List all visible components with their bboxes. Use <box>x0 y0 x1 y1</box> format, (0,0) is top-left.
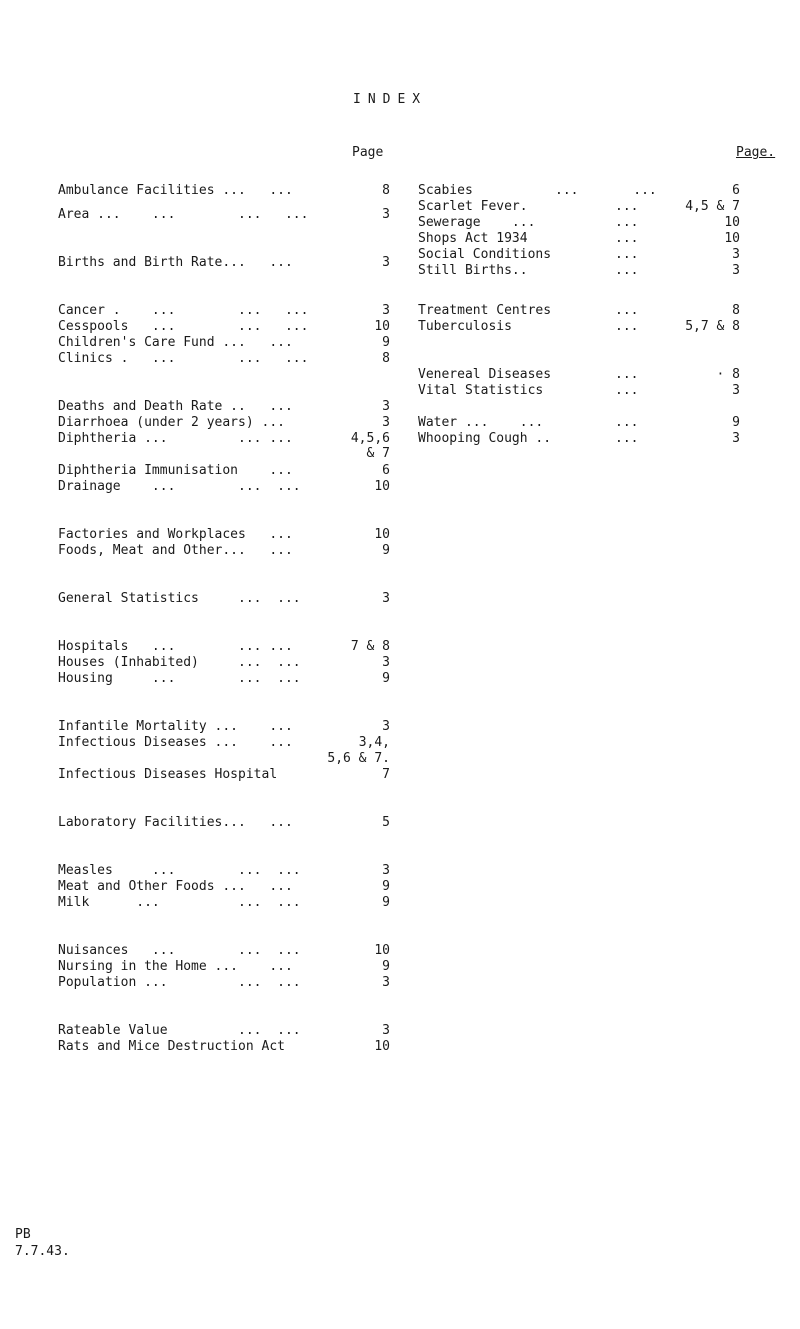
index-entry-page: 9 <box>732 415 740 430</box>
index-entry-label: Infectious Diseases Hospital <box>58 767 278 782</box>
right-page-header: Page. <box>736 145 776 160</box>
index-entry-label: Venereal Diseases <box>418 367 552 382</box>
index-entry-page: 7 <box>382 767 390 782</box>
index-entry-label: Meat and Other Foods ... ... <box>58 879 293 894</box>
index-entry-page: 10 <box>374 1039 390 1054</box>
index-entry-dots: ... <box>615 215 639 230</box>
index-entry-label: Vital Statistics <box>418 383 544 398</box>
index-entry-page: 9 <box>382 895 390 910</box>
index-entry-label: Diphtheria ... ... ... <box>58 431 293 446</box>
index-entry-label: Rats and Mice Destruction Act <box>58 1039 285 1054</box>
index-entry-label: Water ... ... <box>418 415 544 430</box>
index-entry-page: 3 <box>382 975 390 990</box>
index-entry-page: 3 <box>382 1023 390 1038</box>
index-entry-page: 3 <box>382 415 390 430</box>
index-entry-label: General Statistics ... ... <box>58 591 301 606</box>
footer-initials: PB <box>15 1227 31 1242</box>
index-entry-page: 3 <box>382 399 390 414</box>
index-entry-label: Clinics . ... ... ... <box>58 351 309 366</box>
index-entry-dots: ... <box>615 303 639 318</box>
index-entry-page: 5 <box>382 815 390 830</box>
index-entry-page: 3 <box>732 263 740 278</box>
index-entry-label: Births and Birth Rate... ... <box>58 255 293 270</box>
index-entry-label: Factories and Workplaces ... <box>58 527 293 542</box>
index-entry-label: Social Conditions <box>418 247 552 262</box>
footer-date: 7.7.43. <box>15 1244 70 1259</box>
index-entry-page: 9 <box>382 959 390 974</box>
index-entry-page: 9 <box>382 335 390 350</box>
index-entry-label: Whooping Cough .. <box>418 431 552 446</box>
index-entry-page: 3 <box>382 863 390 878</box>
index-entry-label: Shops Act 1934 <box>418 231 528 246</box>
index-entry-page: 3 <box>382 255 390 270</box>
index-entry-label: Milk ... ... ... <box>58 895 301 910</box>
index-entry-page: 4,5,6 <box>350 431 390 446</box>
index-entry-page: 3 <box>732 247 740 262</box>
index-entry-page: 10 <box>374 943 390 958</box>
index-entry-dots: ... <box>615 383 639 398</box>
index-entry-dots: ... ... <box>555 183 657 198</box>
index-entry-label: Drainage ... ... ... <box>58 479 301 494</box>
index-title: INDEX <box>353 92 428 107</box>
index-entry-dots: ... <box>615 199 639 214</box>
index-entry-label: Infectious Diseases ... ... <box>58 735 293 750</box>
index-entry-label: Nursing in the Home ... ... <box>58 959 293 974</box>
index-entry-label: Still Births.. <box>418 263 528 278</box>
index-entry-label: Diarrhoea (under 2 years) ... <box>58 415 285 430</box>
index-entry-label: Hospitals ... ... ... <box>58 639 293 654</box>
index-entry-dots: ... <box>615 247 639 262</box>
index-entry-label: Tuberculosis <box>418 319 512 334</box>
index-entry-page: 9 <box>382 879 390 894</box>
index-entry-page: 3 <box>382 303 390 318</box>
index-entry-page: 6 <box>732 183 740 198</box>
index-entry-label: Area ... ... ... ... <box>58 207 309 222</box>
index-entry-label: Scarlet Fever. <box>418 199 528 214</box>
index-entry-page: 10 <box>374 479 390 494</box>
index-entry-page: 8 <box>382 183 390 198</box>
index-entry-page: 3 <box>382 719 390 734</box>
index-entry-dots: ... <box>615 431 639 446</box>
index-entry-label: Deaths and Death Rate .. ... <box>58 399 293 414</box>
index-entry-label: Sewerage ... <box>418 215 536 230</box>
index-entry-page: 5,7 & 8 <box>685 319 740 334</box>
index-entry-dots: ... <box>615 231 639 246</box>
index-entry-label: Foods, Meat and Other... ... <box>58 543 293 558</box>
index-entry-page: 7 & 8 <box>350 639 390 654</box>
index-entry-page: 10 <box>374 527 390 542</box>
index-entry-label: Housing ... ... ... <box>58 671 301 686</box>
index-entry-label: Houses (Inhabited) ... ... <box>58 655 301 670</box>
index-entry-page: 4,5 & 7 <box>685 199 740 214</box>
index-entry-page: 8 <box>382 351 390 366</box>
index-entry-label: Measles ... ... ... <box>58 863 301 878</box>
index-entry-dots: ... <box>615 319 639 334</box>
index-entry-dots: ... <box>615 415 639 430</box>
index-entry-page: 5,6 & 7. <box>327 751 390 766</box>
index-entry-page: 6 <box>382 463 390 478</box>
index-entry-dots: ... <box>615 367 639 382</box>
index-entry-label: Treatment Centres <box>418 303 552 318</box>
index-entry-page: 3 <box>382 655 390 670</box>
index-entry-page: 10 <box>374 319 390 334</box>
index-entry-page: & 7 <box>366 446 390 461</box>
index-entry-page: 9 <box>382 543 390 558</box>
index-entry-page: 9 <box>382 671 390 686</box>
index-entry-page: 3 <box>732 383 740 398</box>
index-entry-label: Diphtheria Immunisation ... <box>58 463 293 478</box>
index-entry-label: Cancer . ... ... ... <box>58 303 309 318</box>
index-entry-page: 3 <box>732 431 740 446</box>
index-entry-page: 10 <box>724 231 740 246</box>
index-entry-label: Infantile Mortality ... ... <box>58 719 293 734</box>
index-entry-page: · 8 <box>716 367 740 382</box>
index-entry-page: 10 <box>724 215 740 230</box>
index-entry-label: Laboratory Facilities... ... <box>58 815 293 830</box>
index-entry-label: Cesspools ... ... ... <box>58 319 309 334</box>
index-entry-label: Ambulance Facilities ... ... <box>58 183 293 198</box>
left-page-header: Page <box>352 145 384 160</box>
index-entry-label: Children's Care Fund ... ... <box>58 335 293 350</box>
index-entry-page: 8 <box>732 303 740 318</box>
index-entry-label: Rateable Value ... ... <box>58 1023 301 1038</box>
index-entry-page: 3 <box>382 207 390 222</box>
index-entry-label: Population ... ... ... <box>58 975 301 990</box>
index-entry-dots: ... <box>615 263 639 278</box>
index-entry-label: Scabies <box>418 183 473 198</box>
index-entry-label: Nuisances ... ... ... <box>58 943 301 958</box>
index-entry-page: 3,4, <box>358 735 390 750</box>
index-entry-page: 3 <box>382 591 390 606</box>
